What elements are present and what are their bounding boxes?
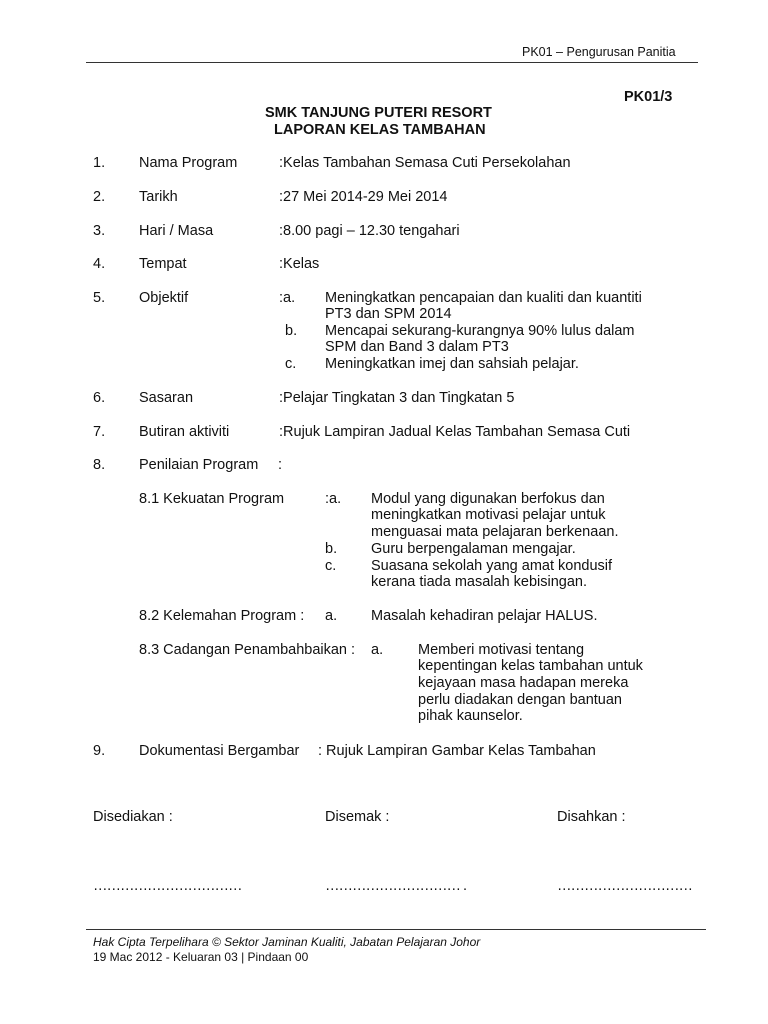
strength-label: 8.1 Kekuatan Program bbox=[139, 491, 285, 507]
item-number: 9. bbox=[93, 743, 106, 759]
item-label: Penilaian Program bbox=[139, 457, 259, 473]
prepared-by-label: Disediakan : bbox=[93, 809, 173, 825]
strength-text: Modul yang digunakan berfokus dan bbox=[371, 491, 605, 507]
item-label: Objektif bbox=[139, 290, 189, 306]
item-value: :8.00 pagi – 12.30 tengahari bbox=[279, 223, 460, 239]
approved-by-label: Disahkan : bbox=[557, 809, 626, 825]
item-number: 3. bbox=[93, 223, 106, 239]
checked-by-label: Disemak : bbox=[325, 809, 390, 825]
weakness-text: Masalah kehadiran pelajar HALUS. bbox=[371, 608, 598, 624]
objective-text: SPM dan Band 3 dalam PT3 bbox=[325, 339, 509, 355]
strength-letter: :a. bbox=[325, 491, 342, 507]
copyright-text: Hak Cipta Terpelihara © Sektor Jaminan Kualiti, Jabatan Pelajaran Johor bbox=[93, 935, 481, 949]
item-label: Butiran aktiviti bbox=[139, 424, 230, 440]
item-value: :Kelas Tambahan Semasa Cuti Persekolahan bbox=[279, 155, 571, 171]
item-number: 7. bbox=[93, 424, 106, 440]
approved-signature-line: ………………………… bbox=[557, 878, 692, 894]
school-title: SMK TANJUNG PUTERI RESORT bbox=[265, 105, 492, 121]
item-number: 2. bbox=[93, 189, 106, 205]
strength-text: meningkatkan motivasi pelajar untuk bbox=[371, 507, 606, 523]
item-label: Nama Program bbox=[139, 155, 238, 171]
objective-letter: c. bbox=[285, 356, 297, 372]
checked-signature-line: ………………………… . bbox=[325, 878, 467, 894]
weakness-letter: a. bbox=[325, 608, 338, 624]
objective-letter: b. bbox=[285, 323, 298, 339]
footer-divider bbox=[86, 929, 706, 930]
item-label: Hari / Masa bbox=[139, 223, 214, 239]
item-number: 1. bbox=[93, 155, 106, 171]
objective-text: Meningkatkan pencapaian dan kualiti dan kuantiti bbox=[325, 290, 642, 306]
item-label: Tarikh bbox=[139, 189, 178, 205]
improvement-text: perlu diadakan dengan bantuan bbox=[418, 692, 622, 708]
item-value: : Rujuk Lampiran Gambar Kelas Tambahan bbox=[318, 743, 596, 759]
form-code: PK01/3 bbox=[624, 89, 673, 105]
strength-letter: c. bbox=[325, 558, 337, 574]
objective-text: Mencapai sekurang-kurangnya 90% lulus dalam bbox=[325, 323, 635, 339]
revision-info: 19 Mac 2012 - Keluaran 03 | Pindaan 00 bbox=[93, 950, 309, 964]
header-code: PK01 – Pengurusan Panitia bbox=[522, 45, 676, 59]
item-number: 6. bbox=[93, 390, 106, 406]
report-title: LAPORAN KELAS TAMBAHAN bbox=[274, 122, 486, 138]
item-value: :Kelas bbox=[279, 256, 320, 272]
strength-text: menguasai mata pelajaran berkenaan. bbox=[371, 524, 619, 540]
item-number: 4. bbox=[93, 256, 106, 272]
item-label: Tempat bbox=[139, 256, 187, 272]
strength-text: Suasana sekolah yang amat kondusif bbox=[371, 558, 613, 574]
item-value: :Rujuk Lampiran Jadual Kelas Tambahan Semasa Cuti bbox=[279, 424, 631, 440]
item-number: 8. bbox=[93, 457, 106, 473]
improvement-text: Memberi motivasi tentang bbox=[418, 642, 585, 658]
item-value: :Pelajar Tingkatan 3 dan Tingkatan 5 bbox=[279, 390, 515, 406]
item-value: : bbox=[278, 457, 283, 473]
improvement-text: kejayaan masa hadapan mereka bbox=[418, 675, 629, 691]
item-value: :27 Mei 2014-29 Mei 2014 bbox=[279, 189, 448, 205]
improvement-letter: a. bbox=[371, 642, 384, 658]
improvement-text: kepentingan kelas tambahan untuk bbox=[418, 658, 643, 674]
item-number: 5. bbox=[93, 290, 106, 306]
strength-text: kerana tiada masalah kebisingan. bbox=[371, 574, 588, 590]
weakness-label: 8.2 Kelemahan Program : bbox=[139, 608, 305, 624]
header-divider bbox=[86, 62, 698, 63]
improvement-text: pihak kaunselor. bbox=[418, 708, 523, 724]
item-label: Dokumentasi Bergambar bbox=[139, 743, 300, 759]
improvement-label: 8.3 Cadangan Penambahbaikan : bbox=[139, 642, 356, 658]
prepared-signature-line: …………………………… bbox=[93, 878, 242, 894]
item-label: Sasaran bbox=[139, 390, 194, 406]
objective-text: PT3 dan SPM 2014 bbox=[325, 306, 452, 322]
strength-letter: b. bbox=[325, 541, 338, 557]
strength-text: Guru berpengalaman mengajar. bbox=[371, 541, 576, 557]
objective-letter: :a. bbox=[279, 290, 296, 306]
objective-text: Meningkatkan imej dan sahsiah pelajar. bbox=[325, 356, 579, 372]
